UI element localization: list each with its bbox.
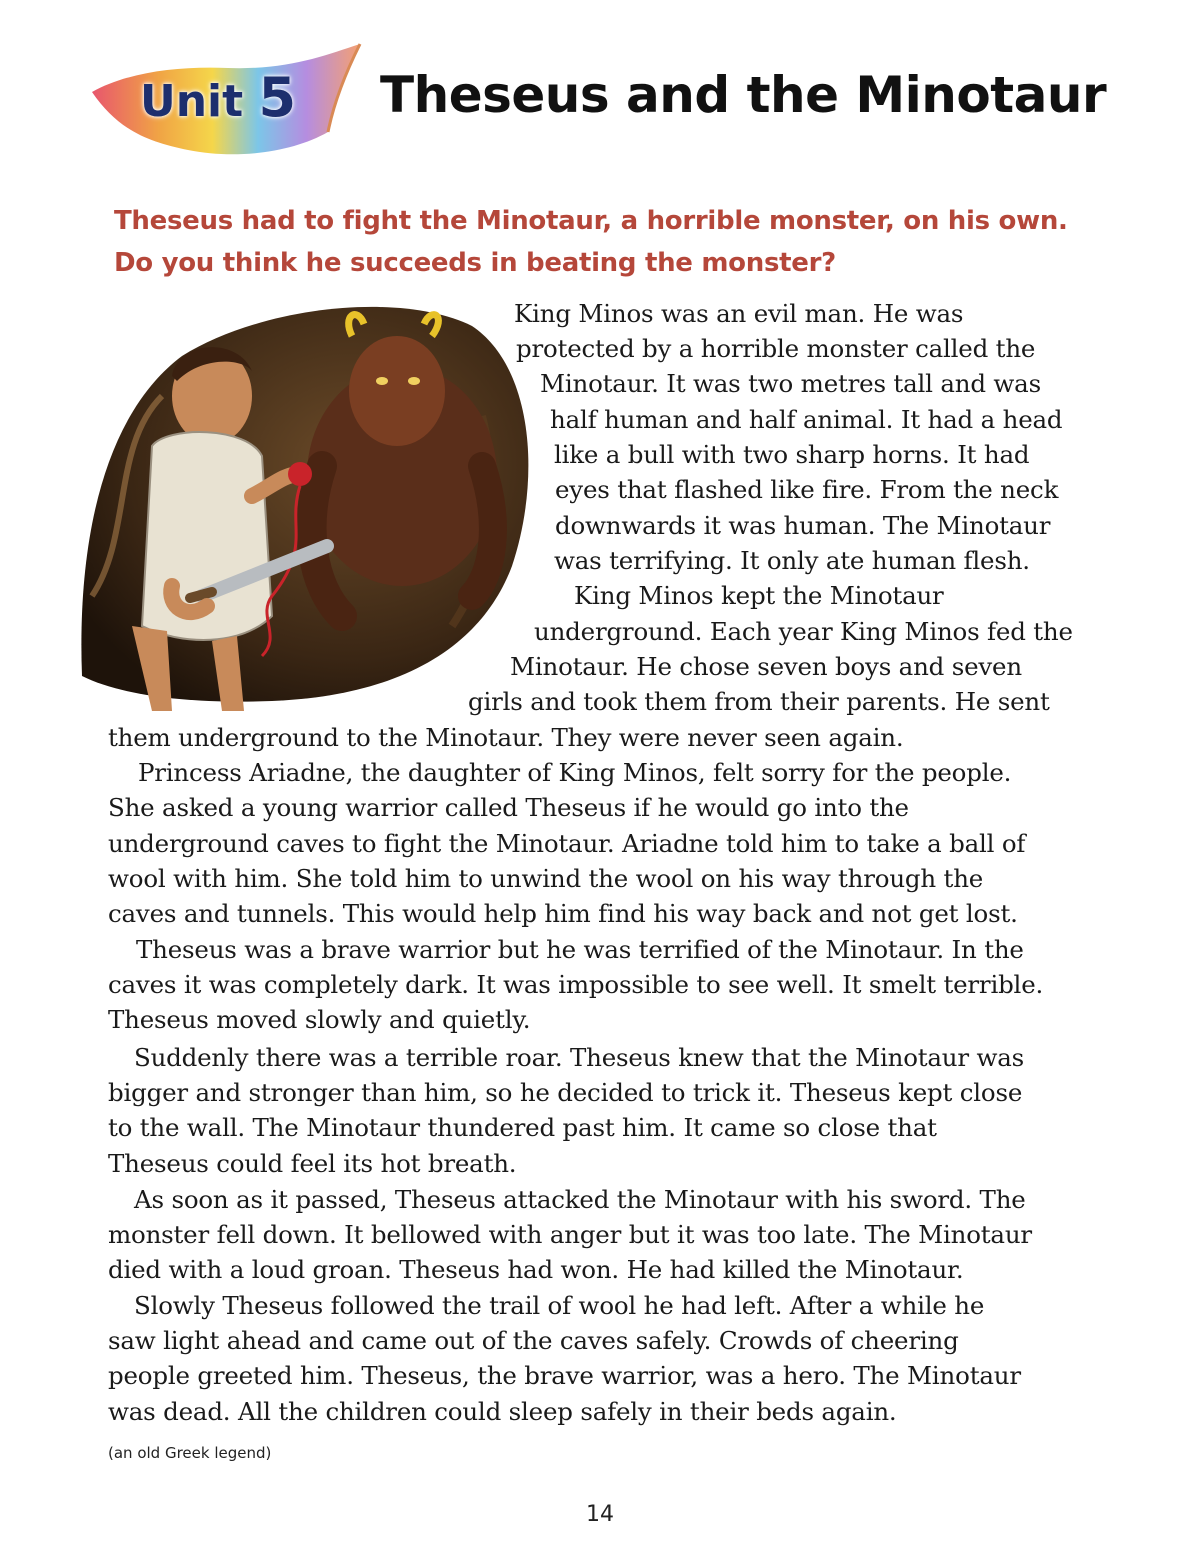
story-line: underground caves to fight the Minotaur. Ariadne told him to take a ball of xyxy=(108,829,1026,858)
unit-number: 5 xyxy=(258,66,297,129)
intro-line: Theseus had to fight the Minotaur, a horrible monster, on his own. xyxy=(114,206,1068,236)
story-line: to the wall. The Minotaur thundered past him. It came so close that xyxy=(108,1113,937,1142)
story-line: girls and took them from their parents. He sent xyxy=(468,687,1050,716)
story-line: Suddenly there was a terrible roar. Theseus knew that the Minotaur was xyxy=(134,1043,1025,1072)
story-line: She asked a young warrior called Theseus if he would go into the xyxy=(108,793,909,822)
story-line: eyes that flashed like fire. From the neck xyxy=(555,475,1059,504)
story-line: Theseus could feel its hot breath. xyxy=(108,1149,517,1178)
story-line: Slowly Theseus followed the trail of wool he had left. After a while he xyxy=(134,1291,985,1320)
source-note: (an old Greek legend) xyxy=(108,1444,272,1462)
story-line: King Minos kept the Minotaur xyxy=(574,581,944,610)
page-title: Theseus and the Minotaur xyxy=(380,66,1107,124)
story-line: Princess Ariadne, the daughter of King Minos, felt sorry for the people. xyxy=(138,758,1012,787)
story-line: monster fell down. It bellowed with anger but it was too late. The Minotaur xyxy=(108,1220,1032,1249)
intro-line: Do you think he succeeds in beating the monster? xyxy=(114,248,836,278)
story-line: Minotaur. He chose seven boys and seven xyxy=(510,652,1022,681)
story-line: As soon as it passed, Theseus attacked the Minotaur with his sword. The xyxy=(134,1185,1026,1214)
story-line: them underground to the Minotaur. They were never seen again. xyxy=(108,723,904,752)
story-line: wool with him. She told him to unwind the wool on his way through the xyxy=(108,864,984,893)
story-line: half human and half animal. It had a head xyxy=(550,405,1063,434)
story-line: Theseus moved slowly and quietly. xyxy=(108,1005,531,1034)
story-line: died with a loud groan. Theseus had won. He had killed the Minotaur. xyxy=(108,1255,964,1284)
intro-question xyxy=(114,200,1164,284)
story-line: King Minos was an evil man. He was xyxy=(514,299,964,328)
story-line: downwards it was human. The Minotaur xyxy=(555,511,1051,540)
unit-word: Unit xyxy=(140,76,244,127)
unit-label xyxy=(140,66,296,129)
theseus-minotaur-illustration xyxy=(72,296,552,716)
story-line: bigger and stronger than him, so he decided to trick it. Theseus kept close xyxy=(108,1078,1023,1107)
story-line: saw light ahead and came out of the caves safely. Crowds of cheering xyxy=(108,1326,959,1355)
story-line: Minotaur. It was two metres tall and was xyxy=(540,369,1041,398)
story-line: people greeted him. Theseus, the brave warrior, was a hero. The Minotaur xyxy=(108,1361,1021,1390)
story-line: underground. Each year King Minos fed the xyxy=(534,617,1073,646)
story-line: Theseus was a brave warrior but he was terrified of the Minotaur. In the xyxy=(136,935,1024,964)
story-line: caves it was completely dark. It was impossible to see well. It smelt terrible. xyxy=(108,970,1044,999)
page-number: 14 xyxy=(586,1502,614,1527)
story-line: was terrifying. It only ate human flesh. xyxy=(554,546,1030,575)
story-line: like a bull with two sharp horns. It had xyxy=(554,440,1030,469)
story-line: caves and tunnels. This would help him find his way back and not get lost. xyxy=(108,899,1018,928)
story-line: was dead. All the children could sleep safely in their beds again. xyxy=(108,1397,897,1426)
story-line: protected by a horrible monster called the xyxy=(516,334,1036,363)
